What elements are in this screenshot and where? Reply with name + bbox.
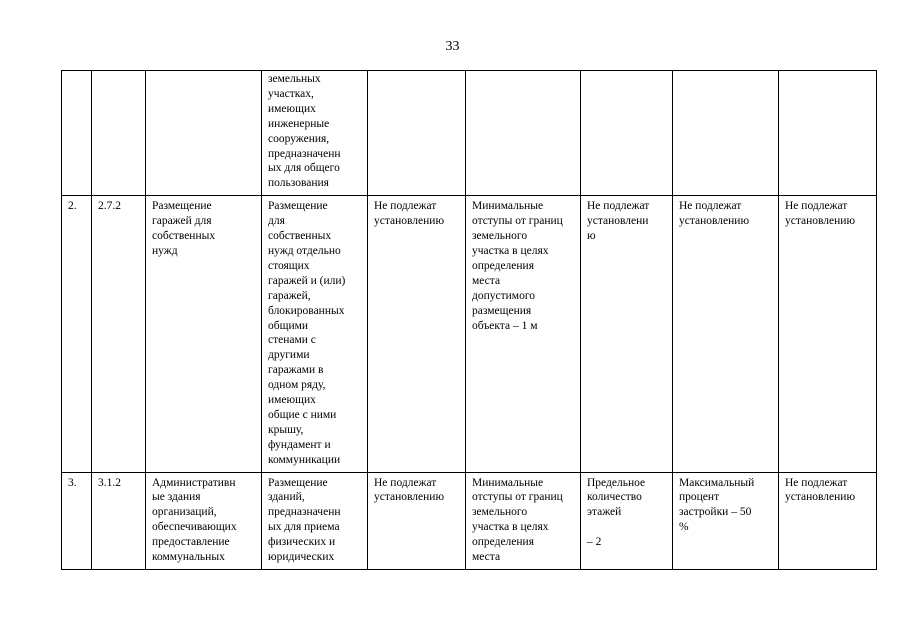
table-row	[62, 196, 877, 472]
cell-number	[62, 71, 92, 196]
cell-code	[92, 71, 146, 196]
page-number: 33	[445, 39, 460, 54]
cell-name	[146, 71, 262, 196]
cell-col6	[466, 71, 581, 196]
cell-col7: Не подлежат установлени ю	[581, 196, 673, 472]
cell-description: Размещение для собственных нужд отдельно стоящих гаражей и (или) гаражей, блокированных общими стенами с другими гаражами в одном ряду, имеющих общие с ними крышу, фундамент и коммуникации	[262, 196, 368, 472]
cell-col8	[673, 71, 779, 196]
cell-name: Административн ые здания организаций, обеспечивающих предоставление коммунальных	[146, 472, 262, 569]
cell-col9	[779, 71, 877, 196]
cell-name: Размещение гаражей для собственных нужд	[146, 196, 262, 472]
cell-col7: Предельное количество этажей – 2	[581, 472, 673, 569]
cell-col5	[368, 71, 466, 196]
cell-code: 3.1.2	[92, 472, 146, 569]
table-row	[62, 71, 877, 196]
cell-code: 2.7.2	[92, 196, 146, 472]
cell-col6: Минимальные отступы от границ земельного участка в целях определения места	[466, 472, 581, 569]
cell-col5: Не подлежат установлению	[368, 196, 466, 472]
cell-number: 3.	[62, 472, 92, 569]
cell-col8: Не подлежат установлению	[673, 196, 779, 472]
regulations-table	[61, 70, 877, 570]
cell-description: Размещение зданий, предназначенн ых для приема физических и юридических	[262, 472, 368, 569]
cell-col8: Максимальный процент застройки – 50 %	[673, 472, 779, 569]
cell-number: 2.	[62, 196, 92, 472]
cell-col9: Не подлежат установлению	[779, 472, 877, 569]
cell-description: земельных участках, имеющих инженерные сооружения, предназначенн ых для общего пользования	[262, 71, 368, 196]
cell-col7	[581, 71, 673, 196]
table-row	[62, 472, 877, 569]
cell-col5: Не подлежат установлению	[368, 472, 466, 569]
cell-col9: Не подлежат установлению	[779, 196, 877, 472]
cell-col6: Минимальные отступы от границ земельного участка в целях определения места допустимого размещения объекта – 1 м	[466, 196, 581, 472]
